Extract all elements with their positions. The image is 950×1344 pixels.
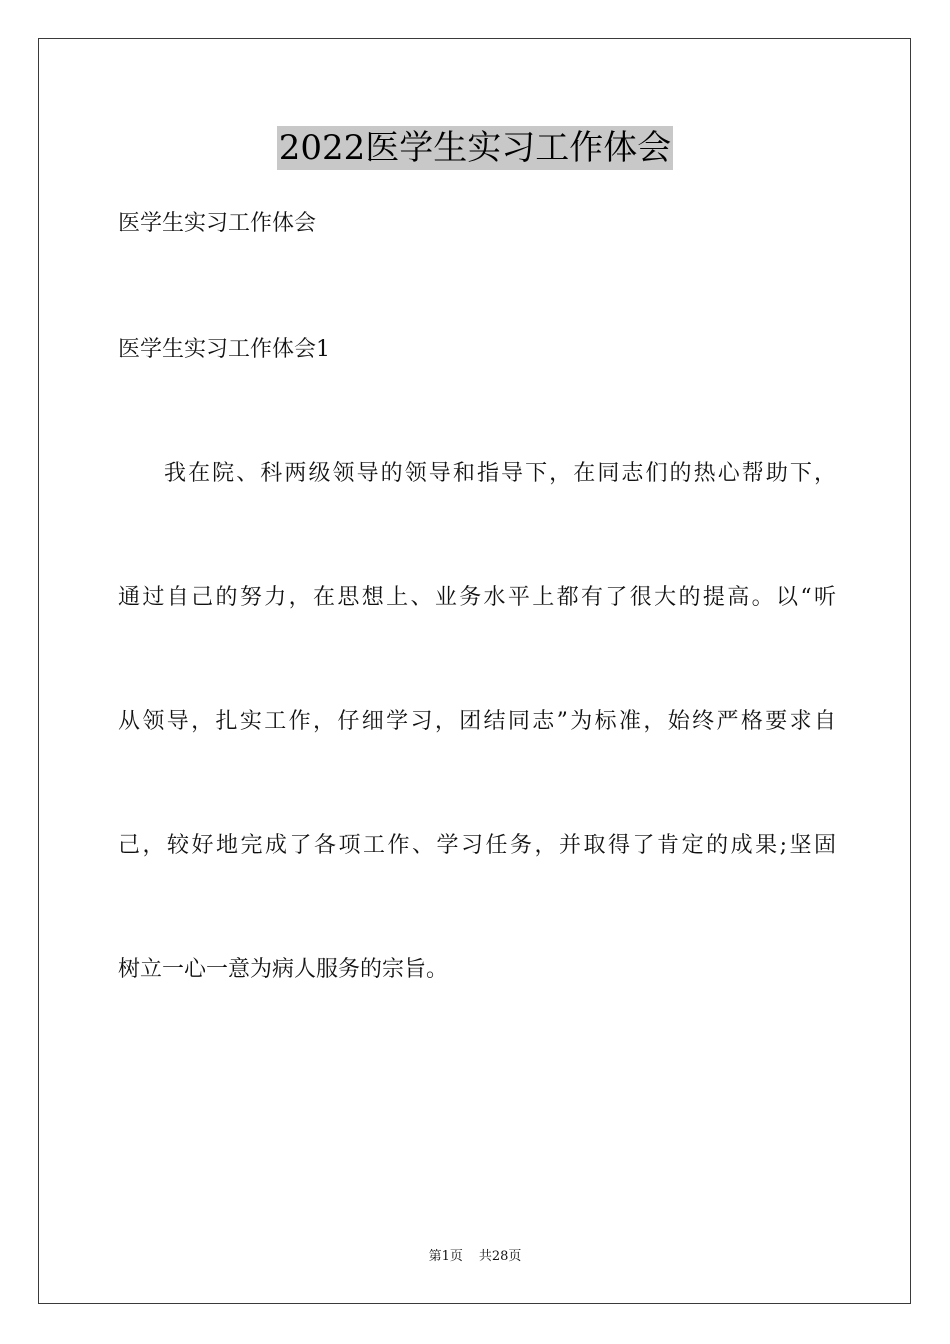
section-heading: 医学生实习工作体会1 bbox=[118, 337, 330, 362]
page-footer bbox=[0, 1248, 950, 1266]
document-subtitle: 医学生实习工作体会 bbox=[118, 211, 317, 236]
paragraph-line: 我在院、科两级领导的领导和指导下，在同志们的热心帮助下， bbox=[164, 461, 836, 486]
paragraph-line: 从领导，扎实工作，仔细学习，团结同志”为标准，始终严格要求自 bbox=[118, 709, 836, 734]
title-container bbox=[0, 126, 950, 170]
paragraph-line: 树立一心一意为病人服务的宗旨。 bbox=[118, 957, 449, 982]
paragraph-line: 己，较好地完成了各项工作、学习任务，并取得了肯定的成果;坚固 bbox=[118, 833, 836, 858]
page-number: 第1页 bbox=[428, 1249, 463, 1264]
page-total: 共28页 bbox=[478, 1249, 522, 1264]
document-title: 2022医学生实习工作体会 bbox=[278, 128, 672, 168]
paragraph-line: 通过自己的努力，在思想上、业务水平上都有了很大的提高。以“听 bbox=[118, 585, 836, 610]
